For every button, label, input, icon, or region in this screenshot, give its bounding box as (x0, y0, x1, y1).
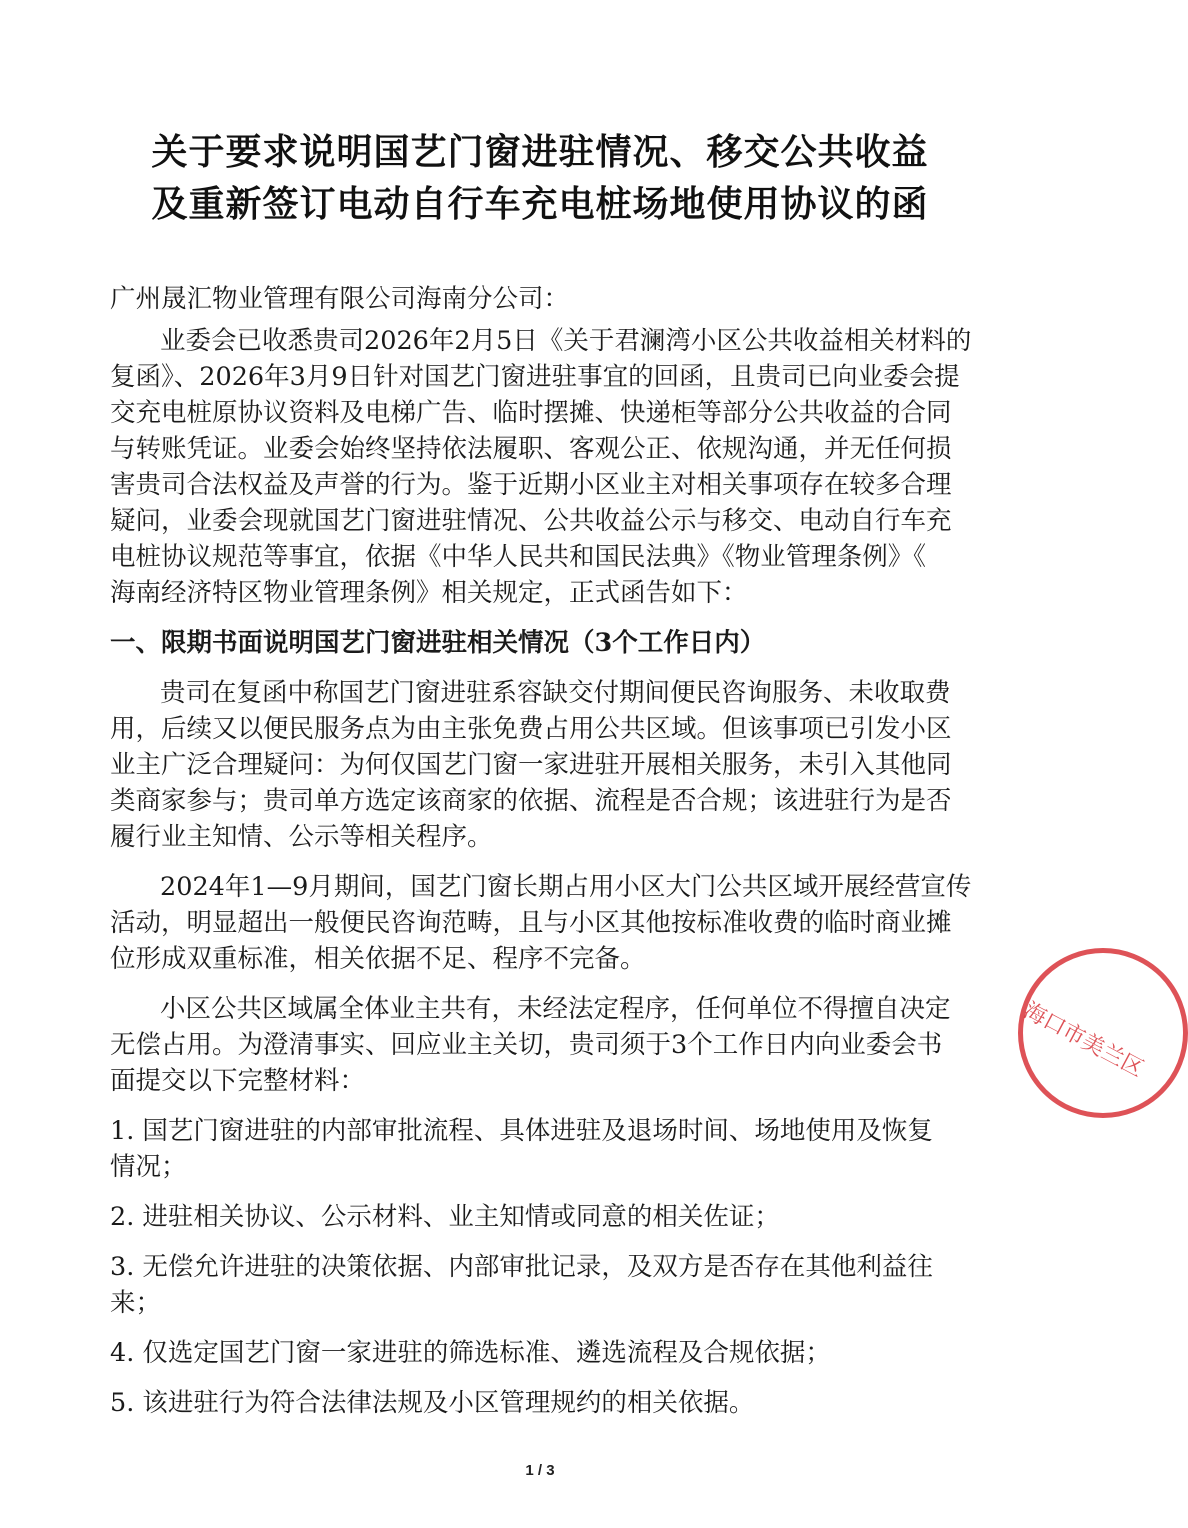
intro-line: 业委会已收悉贵司2026年2月5日《关于君澜湾小区公共收益相关材料的 (160, 326, 972, 356)
list-item: 5. 该进驻行为符合法律法规及小区管理规约的相关依据。 (110, 1388, 755, 1418)
list-item-continuation: 情况； (110, 1152, 187, 1182)
list-item: 1. 国艺门窗进驻的内部审批流程、具体进驻及退场时间、场地使用及恢复 (110, 1116, 933, 1146)
paragraph-line: 无偿占用。为澄清事实、回应业主关切，贵司须于3个工作日内向业委会书 (110, 1030, 943, 1060)
paragraph-line: 履行业主知情、公示等相关程序。 (110, 822, 493, 852)
paragraph-line: 业主广泛合理疑问：为何仅国艺门窗一家进驻开展相关服务，未引入其他同 (110, 750, 952, 780)
paragraph-line: 位形成双重标准，相关依据不足、程序不完备。 (110, 944, 646, 974)
recipient-line: 广州晟汇物业管理有限公司海南分公司： (110, 284, 570, 314)
paragraph-line: 贵司在复函中称国艺门窗进驻系容缺交付期间便民咨询服务、未收取费 (160, 678, 951, 708)
document-title-line-2: 及重新签订电动自行车充电桩场地使用协议的函 (151, 183, 929, 225)
section-heading: 一、限期书面说明国艺门窗进驻相关情况（3个工作日内） (110, 628, 766, 658)
paragraph-line: 用，后续又以便民服务点为由主张免费占用公共区域。但该事项已引发小区 (110, 714, 952, 744)
list-item: 4. 仅选定国艺门窗一家进驻的筛选标准、遴选流程及合规依据； (110, 1338, 831, 1368)
intro-line: 电桩协议规范等事宜，依据《中华人民共和国民法典》《物业管理条例》《 (110, 542, 927, 572)
intro-line: 海南经济特区物业管理条例》相关规定，正式函告如下： (110, 578, 748, 608)
page-number: 1 / 3 (525, 1462, 555, 1479)
paragraph-line: 小区公共区域属全体业主共有，未经法定程序，任何单位不得擅自决定 (160, 994, 951, 1024)
intro-line: 害贵司合法权益及声誉的行为。鉴于近期小区业主对相关事项存在较多合理 (110, 470, 952, 500)
paragraph-line: 2024年1—9月期间，国艺门窗长期占用小区大门公共区域开展经营宣传 (160, 872, 972, 902)
intro-line: 交充电桩原协议资料及电梯广告、临时摆摊、快递柜等部分公共收益的合同 (110, 398, 952, 428)
paragraph-line: 面提交以下完整材料： (110, 1066, 366, 1096)
list-item: 3. 无偿允许进驻的决策依据、内部审批记录，及双方是否存在其他利益往 (110, 1252, 933, 1282)
list-item-continuation: 来； (110, 1288, 162, 1318)
document-title-line-1: 关于要求说明国艺门窗进驻情况、移交公共收益 (151, 131, 929, 173)
list-item: 2. 进驻相关协议、公示材料、业主知情或同意的相关佐证； (110, 1202, 780, 1232)
seal-text: 海口市美兰区 (1019, 998, 1148, 1083)
intro-line: 复函》、2026年3月9日针对国艺门窗进驻事宜的回函，且贵司已向业委会提 (110, 362, 960, 392)
intro-line: 疑问，业委会现就国艺门窗进驻情况、公共收益公示与移交、电动自行车充 (110, 506, 952, 536)
intro-line: 与转账凭证。业委会始终坚持依法履职、客观公正、依规沟通，并无任何损 (110, 434, 952, 464)
paragraph-line: 类商家参与；贵司单方选定该商家的依据、流程是否合规；该进驻行为是否 (110, 786, 952, 816)
paragraph-line: 活动，明显超出一般便民咨询范畴，且与小区其他按标准收费的临时商业摊 (110, 908, 952, 938)
